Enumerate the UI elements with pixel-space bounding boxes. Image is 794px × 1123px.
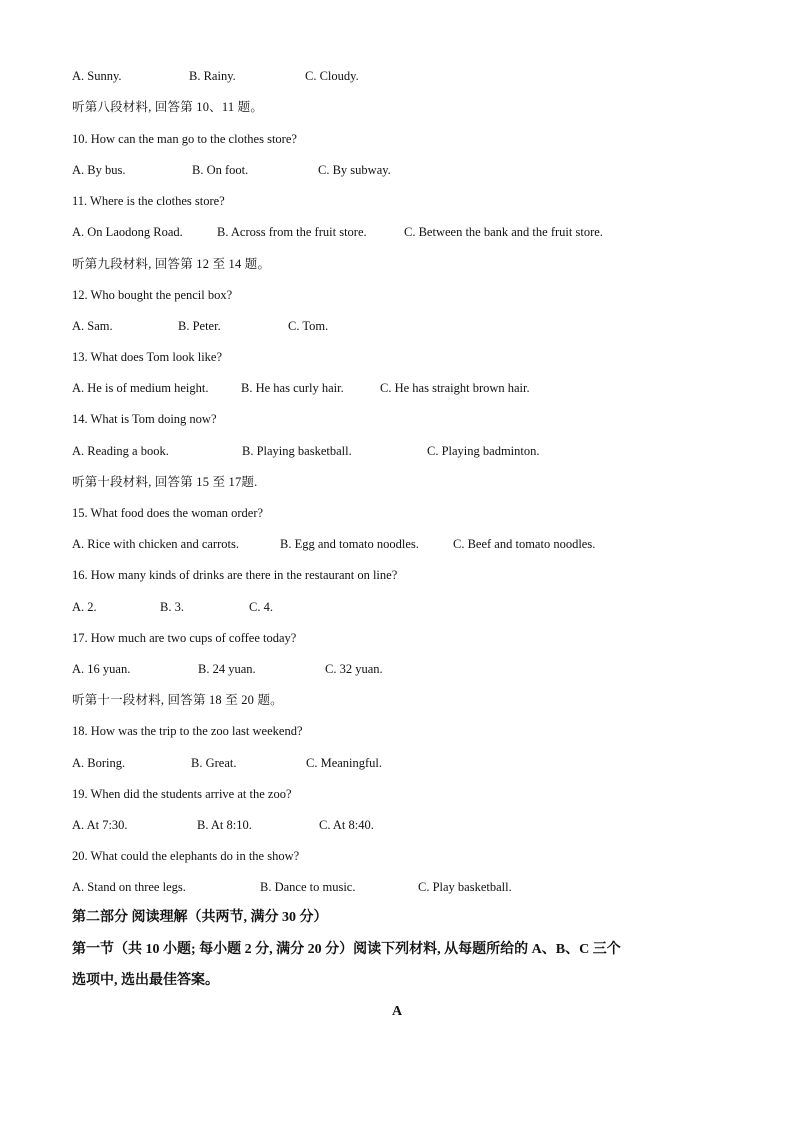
option-c: C. Tom.: [288, 319, 329, 333]
option-b: B. Egg and tomato noodles.: [280, 537, 419, 551]
option-b: B. Playing basketball.: [242, 444, 352, 458]
option-b: B. Great.: [191, 756, 237, 770]
question-17: 17. How much are two cups of coffee today?: [72, 631, 297, 645]
option-a: A. Rice with chicken and carrots.: [72, 537, 239, 551]
option-b: B. Across from the fruit store.: [217, 225, 367, 239]
section-8-instruction: 听第八段材料, 回答第 10、11 题。: [72, 100, 264, 114]
option-a: A. On Laodong Road.: [72, 225, 183, 239]
option-b: B. 3.: [160, 600, 184, 614]
option-c: C. He has straight brown hair.: [380, 381, 530, 395]
option-c: C. Playing badminton.: [427, 444, 540, 458]
question-18: 18. How was the trip to the zoo last weekend?: [72, 724, 303, 738]
question-15: 15. What food does the woman order?: [72, 506, 264, 520]
option-c: C. Beef and tomato noodles.: [453, 537, 596, 551]
option-a: A. At 7:30.: [72, 818, 128, 832]
section-11-instruction: 听第十一段材料, 回答第 18 至 20 题。: [72, 693, 283, 707]
option-c: C. 4.: [249, 600, 273, 614]
question-19: 19. When did the students arrive at the zoo?: [72, 787, 292, 801]
option-a: A. Boring.: [72, 756, 126, 770]
option-b: B. Peter.: [178, 319, 221, 333]
option-c: C. Cloudy.: [305, 69, 359, 83]
option-a: A. Stand on three legs.: [72, 880, 186, 894]
option-b: B. Rainy.: [189, 69, 236, 83]
part-2-section-1-instruction-line-2: 选项中, 选出最佳答案。: [72, 973, 219, 988]
option-a: A. Sunny.: [72, 69, 122, 83]
option-b: B. At 8:10.: [197, 818, 252, 832]
option-a: A. By bus.: [72, 163, 126, 177]
option-c: C. By subway.: [318, 163, 391, 177]
option-a: A. He is of medium height.: [72, 381, 209, 395]
option-c: C. Play basketball.: [418, 880, 512, 894]
question-14: 14. What is Tom doing now?: [72, 412, 217, 426]
option-c: C. 32 yuan.: [325, 662, 383, 676]
option-a: A. 2.: [72, 600, 97, 614]
section-10-instruction: 听第十段材料, 回答第 15 至 17题.: [72, 475, 258, 489]
option-b: B. Dance to music.: [260, 880, 356, 894]
question-11: 11. Where is the clothes store?: [72, 194, 225, 208]
option-b: B. 24 yuan.: [198, 662, 256, 676]
question-16: 16. How many kinds of drinks are there in the restaurant on line?: [72, 568, 398, 582]
question-20: 20. What could the elephants do in the show?: [72, 849, 300, 863]
option-a: A. Reading a book.: [72, 444, 169, 458]
option-a: A. Sam.: [72, 319, 113, 333]
question-12: 12. Who bought the pencil box?: [72, 288, 233, 302]
option-c: C. Between the bank and the fruit store.: [404, 225, 603, 239]
section-9-instruction: 听第九段材料, 回答第 12 至 14 题。: [72, 257, 271, 271]
option-c: C. At 8:40.: [319, 818, 374, 832]
option-b: B. He has curly hair.: [241, 381, 344, 395]
option-a: A. 16 yuan.: [72, 662, 131, 676]
passage-label: A: [391, 1004, 403, 1019]
option-b: B. On foot.: [192, 163, 249, 177]
question-10: 10. How can the man go to the clothes store?: [72, 132, 297, 146]
part-2-heading: 第二部分 阅读理解（共两节, 满分 30 分）: [72, 910, 328, 925]
question-13: 13. What does Tom look like?: [72, 350, 223, 364]
part-2-section-1-instruction-line-1: 第一节（共 10 小题; 每小题 2 分, 满分 20 分）阅读下列材料, 从每题所给的 A、B、C 三个: [72, 942, 621, 957]
option-c: C. Meaningful.: [306, 756, 383, 770]
